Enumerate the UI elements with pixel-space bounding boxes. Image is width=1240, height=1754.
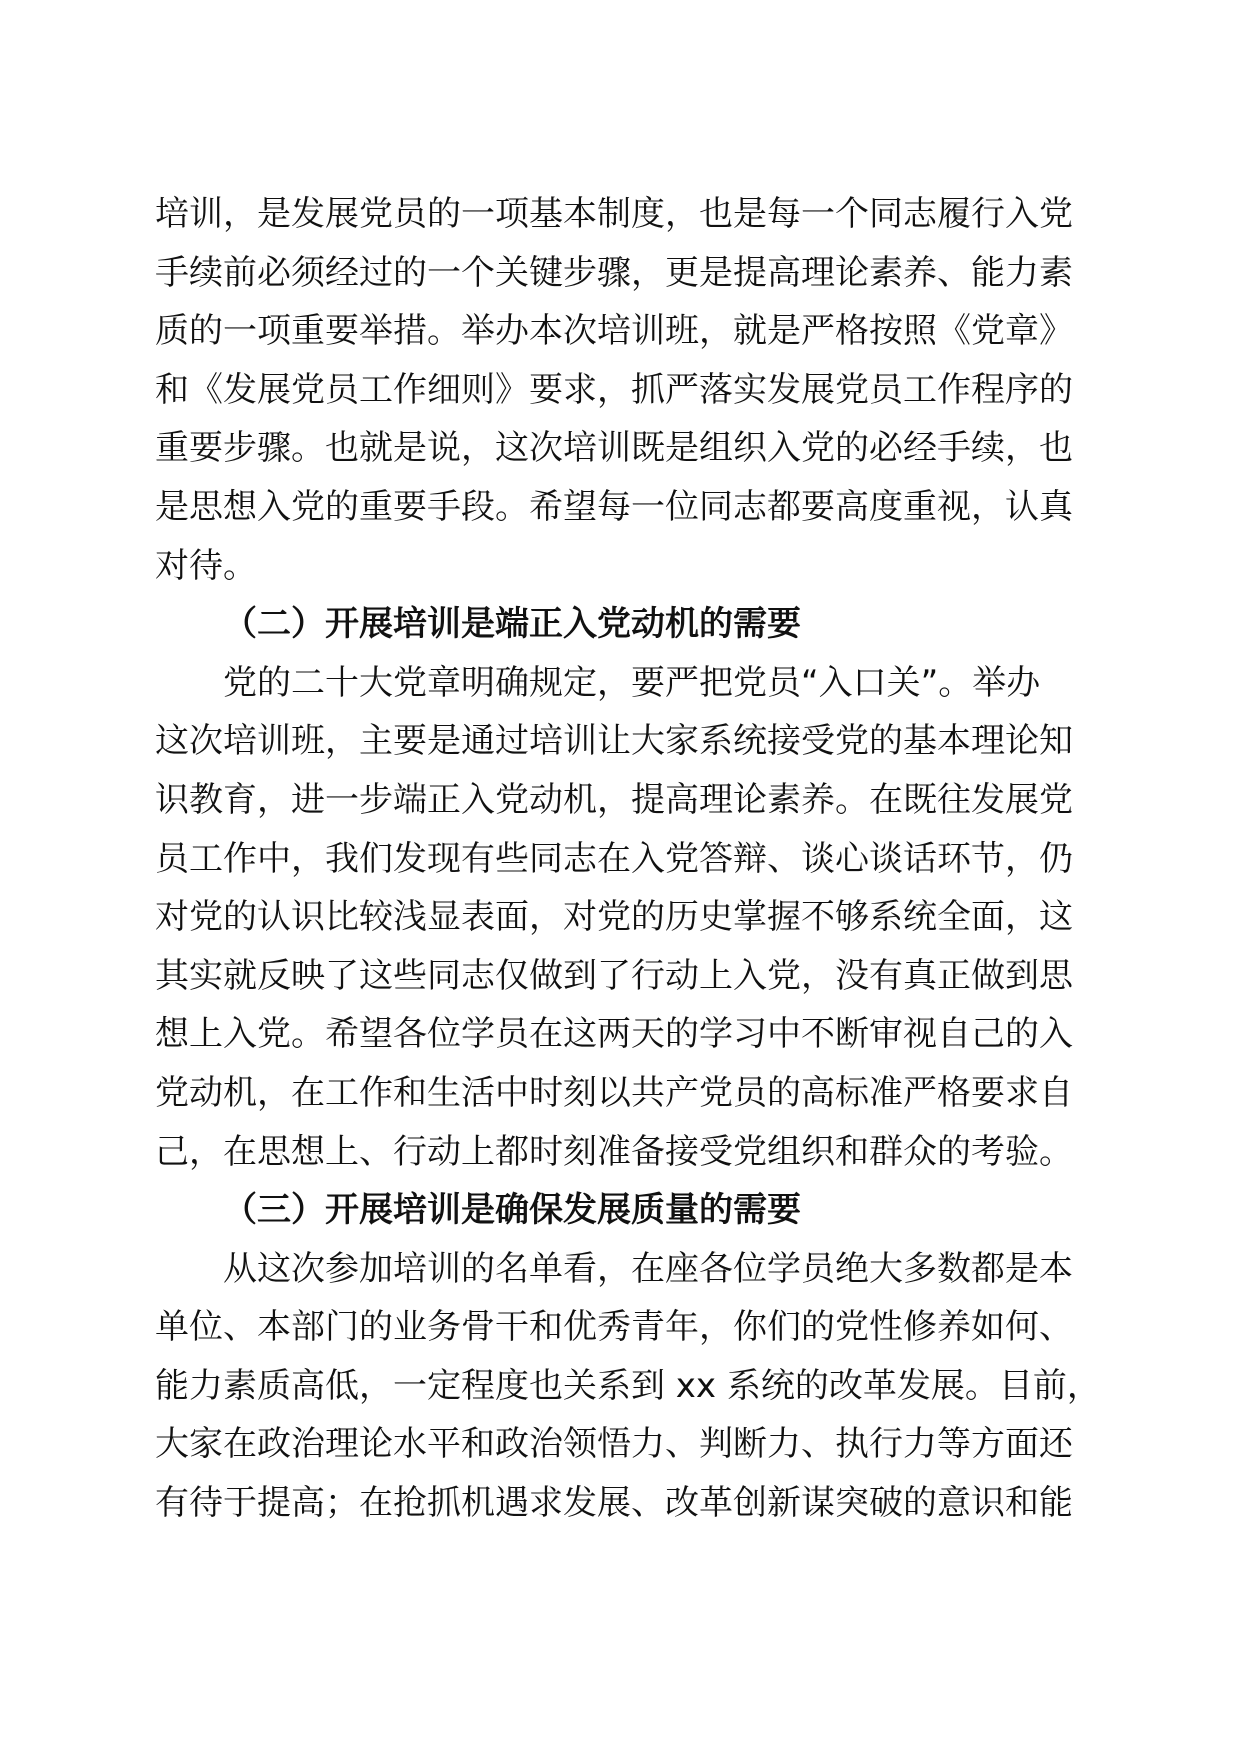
paragraph-2-line: 党动机，在工作和生活中时刻以共产党员的高标准严格要求自	[155, 1072, 1073, 1113]
paragraph-2-line: 想上入党。希望各位学员在这两天的学习中不断审视自己的入	[155, 1014, 1073, 1055]
paragraph-3-line: 有待于提高；在抢抓机遇求发展、改革创新谋突破的意识和能	[155, 1483, 1073, 1524]
section-heading-3: （三）开展培训是确保发展质量的需要	[223, 1190, 801, 1231]
paragraph-1	[155, 185, 1085, 595]
paragraph-2-line: 其实就反映了这些同志仅做到了行动上入党，没有真正做到思	[155, 955, 1073, 996]
paragraph-2-line: 己，在思想上、行动上都时刻准备接受党组织和群众的考验。	[155, 1131, 1073, 1172]
document-body	[155, 185, 1101, 1533]
paragraph-1-line: 对待。	[155, 545, 257, 586]
paragraph-1-line: 是思想入党的重要手段。希望每一位同志都要高度重视，认真	[155, 486, 1073, 527]
paragraph-2-line: 对党的认识比较浅显表面，对党的历史掌握不够系统全面，这	[155, 897, 1073, 938]
paragraph-2-line: 这次培训班，主要是通过培训让大家系统接受党的基本理论知	[155, 721, 1073, 762]
paragraph-1-line: 重要步骤。也就是说，这次培训既是组织入党的必经手续，也	[155, 428, 1073, 469]
paragraph-3	[155, 1240, 1101, 1533]
paragraph-1-line: 质的一项重要举措。举办本次培训班，就是严格按照《党章》	[155, 311, 1073, 352]
paragraph-1-line: 手续前必须经过的一个关键步骤，更是提高理论素养、能力素	[155, 252, 1073, 293]
paragraph-2-line: 识教育，进一步端正入党动机，提高理论素养。在既往发展党	[155, 779, 1073, 820]
paragraph-1-line: 培训，是发展党员的一项基本制度，也是每一个同志履行入党	[155, 194, 1073, 234]
section-heading-2: （二）开展培训是端正入党动机的需要	[223, 604, 801, 645]
paragraph-3-line: 能力素质高低，一定程度也关系到 xx 系统的改革发展。目前，	[155, 1365, 1101, 1406]
paragraph-3-line: 从这次参加培训的名单看，在座各位学员绝大多数都是本	[223, 1248, 1073, 1289]
paragraph-3-line: 单位、本部门的业务骨干和优秀青年，你们的党性修养如何、	[155, 1307, 1073, 1348]
paragraph-2	[155, 654, 1085, 1181]
paragraph-2-line: 员工作中，我们发现有些同志在入党答辩、谈心谈话环节，仍	[155, 838, 1073, 879]
paragraph-1-line: 和《发展党员工作细则》要求，抓严落实发展党员工作程序的	[155, 369, 1073, 410]
paragraph-3-line: 大家在政治理论水平和政治领悟力、判断力、执行力等方面还	[155, 1424, 1073, 1465]
paragraph-2-line: 党的二十大党章明确规定，要严把党员“入口关”。举办	[223, 662, 1041, 703]
